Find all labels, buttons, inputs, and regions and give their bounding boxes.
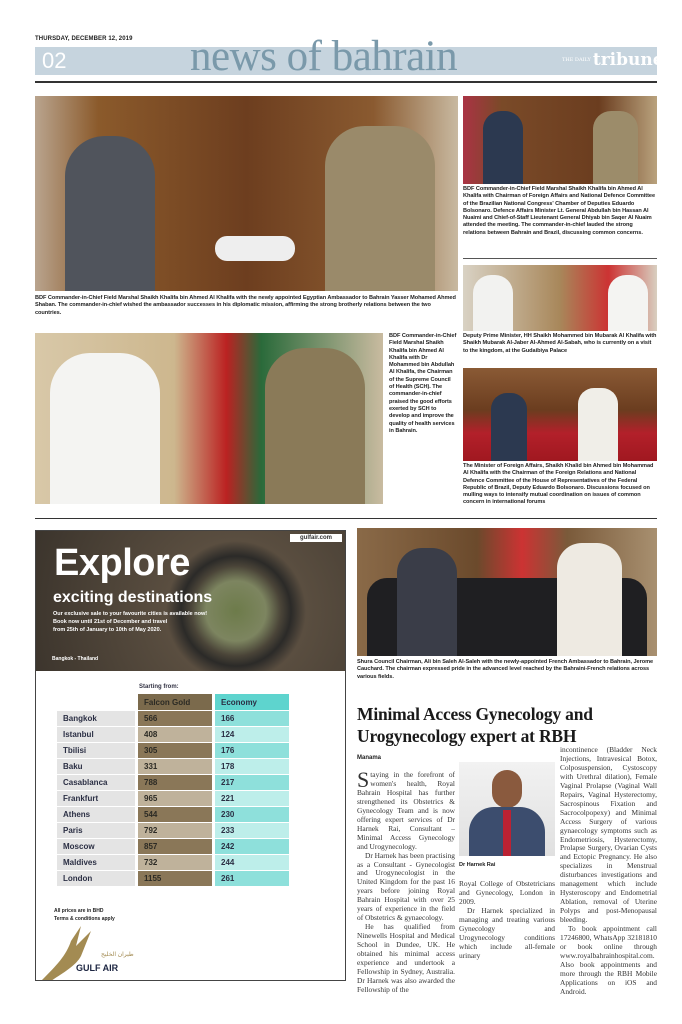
fare-row [57, 759, 289, 774]
photo-egyptian-ambassador [35, 96, 458, 291]
economy-fare: 261 [215, 871, 289, 886]
fare-row [57, 711, 289, 726]
divider [463, 258, 657, 259]
header-rule [35, 81, 657, 83]
page-number: 02 [42, 48, 67, 73]
photo-caption-dr-harnek-rai: Dr Harnek Rai [459, 862, 496, 868]
column-header: Falcon Gold [138, 694, 212, 710]
photo-foreign-minister [463, 368, 657, 461]
ad-notes: All prices are in BHD Terms & conditions apply [54, 908, 115, 922]
article-column-2: Royal College of Obstetricians and Gynecology, London in 2009. Dr Harnek specialized in managing and treating various Gynecology and Urogynecology conditions which include all-female urinary [459, 879, 555, 960]
fare-row [57, 839, 289, 854]
falcon-gold-fare: 331 [138, 759, 212, 774]
divider [35, 518, 657, 519]
falcon-gold-fare: 408 [138, 727, 212, 742]
issue-date: THURSDAY, DECEMBER 12, 2019 [35, 36, 133, 42]
ad-aerial-image [36, 531, 345, 671]
falcon-gold-fare: 305 [138, 743, 212, 758]
falcon-gold-fare: 732 [138, 855, 212, 870]
destination-city: Bangkok [57, 711, 135, 726]
destination-city: Baku [57, 759, 135, 774]
caption-photo1: BDF Commander-in-Chief Field Marshal Shaikh Khalifa bin Ahmed Al Khalifa with the newly appointed Egyptian Ambassador to Bahrain Yasser Mohamed Ahmed Shaban. The commander-in-chief wished the ambassador successes in his diplomatic mission, affirming the strong brotherly relations between the two countries. [35, 295, 456, 316]
ad-subheadline: exciting destinations [53, 589, 213, 606]
falcon-gold-fare: 788 [138, 775, 212, 790]
caption-photo4: BDF Commander-in-Chief Field Marshal Shaikh Khalifa bin Ahmed Al Khalifa with Dr Mohammed bin Abdullah Al Khalifa, the Chairman of the Supreme Council of Health (SCH). The commander-in-chief praised the good efforts exerted by SCH to develop and improve the quality of health services in Bahrain. [389, 333, 457, 434]
logo-arabic: طيران الخليج [101, 952, 134, 958]
caption-photo5: The Minister of Foreign Affairs, Shaikh Khalid bin Ahmed bin Mohammad Al Khalifa with the Chairman of the Foreign Relations and National Defence Committee of the House of Representatives of the Federal Republic of Brazil, Deputy Eduardo Bolsonaro. Discussions focused on mulling ways to intensify mutual coordination on issues of common concern in international forums [463, 463, 654, 506]
economy-fare: 233 [215, 823, 289, 838]
fares-table [54, 693, 292, 887]
starting-from-label: Starting from: [139, 684, 179, 690]
fare-row [57, 727, 289, 742]
economy-fare: 217 [215, 775, 289, 790]
fare-row [57, 791, 289, 806]
destination-city: Athens [57, 807, 135, 822]
destination-city: London [57, 871, 135, 886]
falcon-gold-fare: 544 [138, 807, 212, 822]
photo-dr-harnek-rai [459, 762, 555, 856]
destination-city: Moscow [57, 839, 135, 854]
gulf-air-logo: GULF AIR [76, 963, 119, 973]
economy-fare: 244 [215, 855, 289, 870]
destination-city: Maldives [57, 855, 135, 870]
article-headline: Minimal Access Gynecology and Urogynecology expert at RBH [357, 704, 593, 746]
economy-fare: 124 [215, 727, 289, 742]
column-header: Economy [215, 694, 289, 710]
ad-headline: Explore [54, 542, 190, 584]
fare-row [57, 871, 289, 886]
destination-city: Casablanca [57, 775, 135, 790]
photo-french-ambassador [357, 528, 657, 656]
ad-location: Bangkok - Thailand [52, 656, 99, 662]
economy-fare: 242 [215, 839, 289, 854]
gulf-air-advertisement[interactable] [35, 530, 346, 981]
economy-fare: 230 [215, 807, 289, 822]
fare-row [57, 807, 289, 822]
falcon-gold-fare: 965 [138, 791, 212, 806]
article-column-3: incontinence (Bladder Neck Injections, Intravesical Botox, Colposuspension, Cystoscopy with Urethral dilation), Female Vaginal Prolapse (Vaginal Wall Repairs, Vaginal Hysterectomy, Sacrospinous Fixation and Sacrocolpopexy) and Minimal Access Surgery of various gynaecology symptoms such as Endometriosis, Hysterectomy, Prolapse Surgery, Ovarian Cysts and Ectopic Pregnancy. He also specializes in Menstrual disturbances investigations and management which include Hysteroscopy and Endometrial Ablation, removal of Uterine Polyps and post-Menopausal bleeding. To book appointment call 17246800, WhatsApp 32181810 or book online through www.royalbahrainhospital.com. Also book appointments and more through the RBH Mobile Applications on iOS and Android. [560, 745, 657, 996]
economy-fare: 221 [215, 791, 289, 806]
destination-city: Istanbul [57, 727, 135, 742]
section-title: news of bahrain [190, 33, 458, 80]
article-column-1: Staying in the forefront of women's health, Royal Bahrain Hospital has further strengthened its Obstetrics & Gynecology Team and is now offering expert services of Dr Harnek Rai, Consultant – Minimal Access Gynecology and Urogynecology. Dr Harnek has been practising as a Consultant - Gynecologist and Urogynecologist in the United Kingdom for the past 16 years before joining Royal Bahrain Hospital with over 25 years of experience in the field of Obstetrics & gynaecology. He has qualified from Ninewells Hospital and Medical School in Dundee, UK. He obtained his minimal access experience and undertook a Fellowship in Sydney, Australia. Dr Harnek was also awarded the Fellowship of the [357, 767, 455, 994]
article-dateline: Manama [357, 755, 382, 761]
economy-fare: 178 [215, 759, 289, 774]
fare-row [57, 775, 289, 790]
falcon-gold-fare: 792 [138, 823, 212, 838]
economy-fare: 166 [215, 711, 289, 726]
destination-city: Paris [57, 823, 135, 838]
fare-row [57, 743, 289, 758]
photo-deputy-pm [463, 265, 657, 331]
falcon-gold-fare: 857 [138, 839, 212, 854]
fare-row [57, 823, 289, 838]
destination-city: Frankfurt [57, 791, 135, 806]
falcon-gold-fare: 566 [138, 711, 212, 726]
drop-cap: S [357, 767, 370, 792]
fare-row [57, 855, 289, 870]
caption-photo6: Shura Council Chairman, Ali bin Saleh Al-Saleh with the newly-appointed French Ambassador to Bahrain, Jerome Cauchard. The chairman expressed pride in the advanced level reached by the Bahraini-French relations across various fields. [357, 659, 654, 680]
photo-brazil-commander [463, 96, 657, 184]
caption-photo3: Deputy Prime Minister, HH Shaikh Mohammed bin Mubarak Al Khalifa with Shaikh Mubarak Al-Jaber Al-Ahmed Al-Sabah, who is currently on a visit to the kingdom, at the Gudaibiya Palace [463, 333, 657, 354]
economy-fare: 176 [215, 743, 289, 758]
brand-logo: THE DAILY tribune [562, 50, 664, 70]
caption-photo2: BDF Commander-in-Chief Field Marshal Shaikh Khalifa bin Ahmed Al Khalifa with Chairman of Foreign Affairs and National Defence Committee of the Brazilian National Congress' Chamber of Deputies Eduardo Bolsonaro. Defence Affairs Minister Lt. General Abdullah bin Hassan Al Nuaimi and Chief-of-Staff Lieutenant General Dhiyab bin Saqer Al Nuaim attended the meeting. The commander-in-chief lauded the strong relations between Bahrain and Brazil, discussing common concerns. [463, 186, 656, 236]
destination-city: Tbilisi [57, 743, 135, 758]
ad-website[interactable]: gulfair.com [290, 534, 342, 542]
photo-health-council [35, 333, 383, 504]
falcon-gold-fare: 1155 [138, 871, 212, 886]
ad-body: Our exclusive sale to your favourite cities is available now! Book now until 21st of December and travel from 25th of January to 10th of May 2020. [53, 611, 208, 633]
